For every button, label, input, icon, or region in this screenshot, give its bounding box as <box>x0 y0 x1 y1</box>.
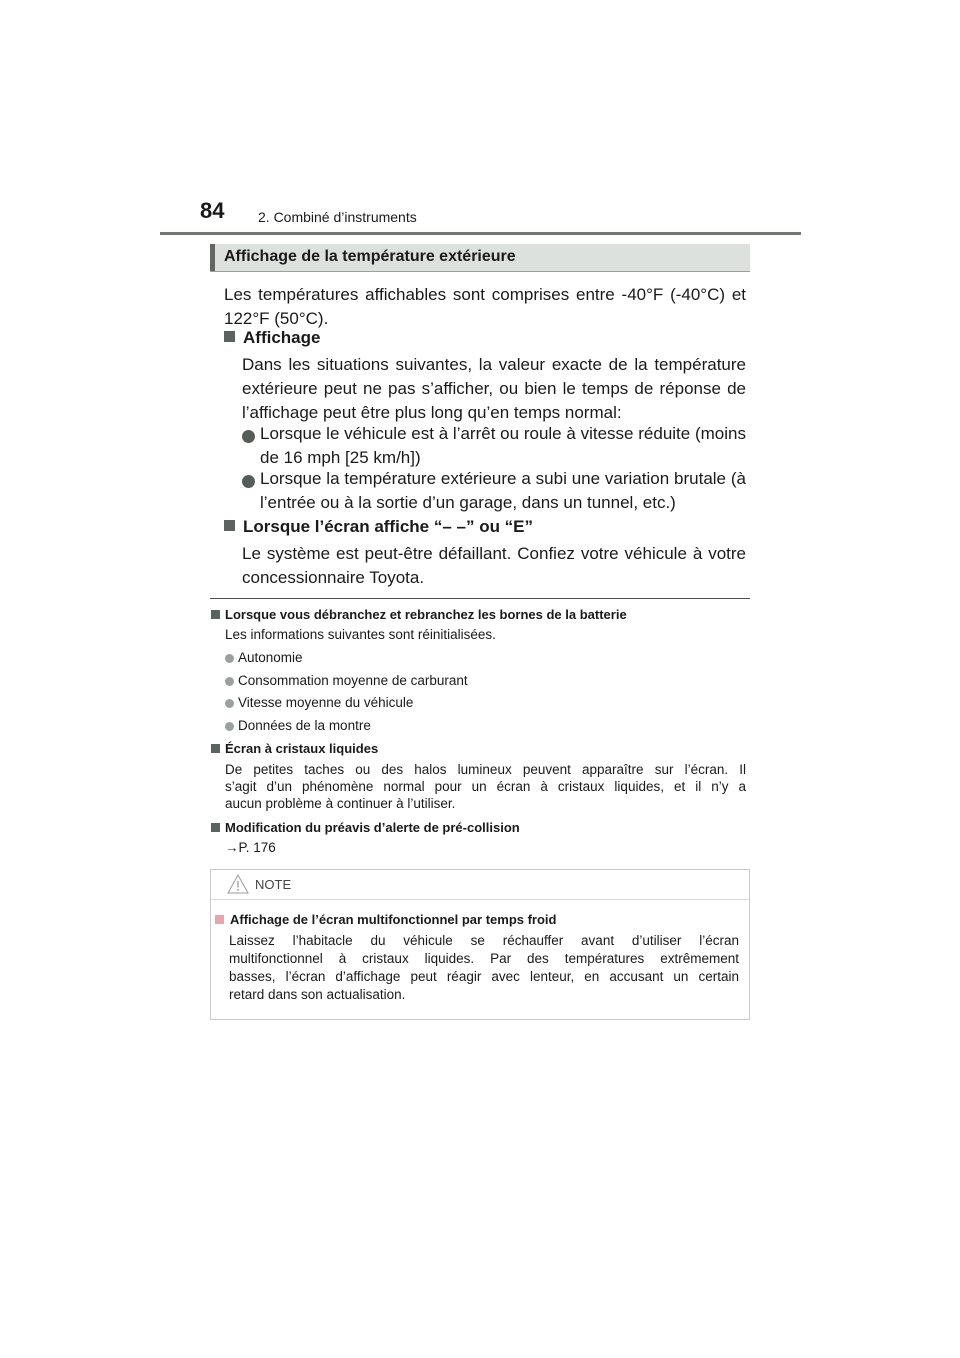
display-heading-text: Affichage <box>243 328 321 347</box>
bullet-dot-icon <box>225 677 234 686</box>
screen-heading <box>224 517 533 537</box>
note-label: NOTE <box>255 877 292 892</box>
square-bullet-icon <box>211 823 220 832</box>
lcd-note-line-3: aucun problème à continuer à l’utiliser. <box>225 796 456 811</box>
square-bullet-icon <box>215 915 224 924</box>
display-line-1: Dans les situations suivantes, la valeur exacte de la température <box>242 355 746 374</box>
screen-line-1: Le système est peut-être défaillant. Confiez votre véhicule à votre <box>242 544 746 563</box>
lcd-note-heading-text: Écran à cristaux liquides <box>225 741 379 756</box>
display-bullet-2-line-2: l’entrée ou à la sortie d’un garage, dans un tunnel, etc.) <box>260 493 676 512</box>
note-box-line-4: retard dans son actualisation. <box>229 987 406 1002</box>
square-bullet-icon <box>211 744 220 753</box>
square-bullet-icon <box>224 520 235 531</box>
battery-note-heading <box>211 607 627 622</box>
display-heading <box>224 328 320 348</box>
warning-triangle-icon <box>227 874 249 894</box>
section-header <box>210 244 750 272</box>
note-box-heading <box>215 912 557 927</box>
notes-rule <box>210 598 750 599</box>
bullet-dot-icon <box>242 430 255 443</box>
display-bullet-2-line-1: Lorsque la température extérieure a subi une variation brutale (à <box>260 469 746 488</box>
intro-line-2: 122°F (50°C). <box>224 309 329 328</box>
section-title: Affichage de la température extérieure <box>224 248 516 265</box>
square-bullet-icon <box>211 610 220 619</box>
screen-line-2: concessionnaire Toyota. <box>242 568 425 587</box>
battery-note-text: Les informations suivantes sont réinitialisées. <box>225 627 496 642</box>
battery-item: Vitesse moyenne du véhicule <box>238 695 414 710</box>
intro-line-1: Les températures affichables sont comprises entre -40°F (-40°C) et <box>224 285 746 304</box>
header-rule <box>160 232 801 235</box>
note-box <box>210 869 750 1020</box>
note-box-line-2: multifonctionnel à cristaux liquides. Par des températures extrêmement <box>229 951 739 966</box>
precollision-note-heading <box>211 820 520 835</box>
chapter-title: 2. Combiné d’instruments <box>258 209 417 225</box>
display-line-2: extérieure peut ne pas s’afficher, ou bien le temps de réponse de <box>242 379 746 398</box>
battery-note-heading-text: Lorsque vous débranchez et rebranchez les bornes de la batterie <box>225 607 627 622</box>
page-number: 84 <box>200 198 225 223</box>
lcd-note-line-2: s’agit d’un phénomène normal pour un écran à cristaux liquides, et il n’y a <box>225 779 746 794</box>
lcd-note-heading <box>211 741 378 756</box>
note-box-line-3: basses, l’écran d’affichage peut réagir avec lenteur, en accusant un certain <box>229 969 739 984</box>
precollision-ref-link[interactable]: →P. 176 <box>225 840 276 855</box>
note-box-heading-text: Affichage de l’écran multifonctionnel par temps froid <box>230 912 557 927</box>
bullet-dot-icon <box>225 699 234 708</box>
display-bullet-1-line-2: de 16 mph [25 km/h]) <box>260 448 421 467</box>
bullet-dot-icon <box>225 722 234 731</box>
bullet-dot-icon <box>242 475 255 488</box>
note-box-header <box>211 870 749 900</box>
screen-heading-text: Lorsque l’écran affiche “– –” ou “E” <box>243 517 534 536</box>
battery-item: Consommation moyenne de carburant <box>238 673 468 688</box>
battery-item: Données de la montre <box>238 718 371 733</box>
square-bullet-icon <box>224 331 235 342</box>
display-line-3: l’affichage peut être plus long qu’en temps normal: <box>242 403 622 422</box>
battery-item: Autonomie <box>238 650 303 665</box>
section-header-bar <box>210 244 215 271</box>
precollision-note-heading-text: Modification du préavis d’alerte de pré-collision <box>225 820 520 835</box>
display-bullet-1-line-1: Lorsque le véhicule est à l’arrêt ou roule à vitesse réduite (moins <box>260 424 746 443</box>
note-box-line-1: Laissez l’habitacle du véhicule se réchauffer avant d’utiliser l’écran <box>229 933 739 948</box>
bullet-dot-icon <box>225 654 234 663</box>
lcd-note-line-1: De petites taches ou des halos lumineux peuvent apparaître sur l’écran. Il <box>225 762 746 777</box>
